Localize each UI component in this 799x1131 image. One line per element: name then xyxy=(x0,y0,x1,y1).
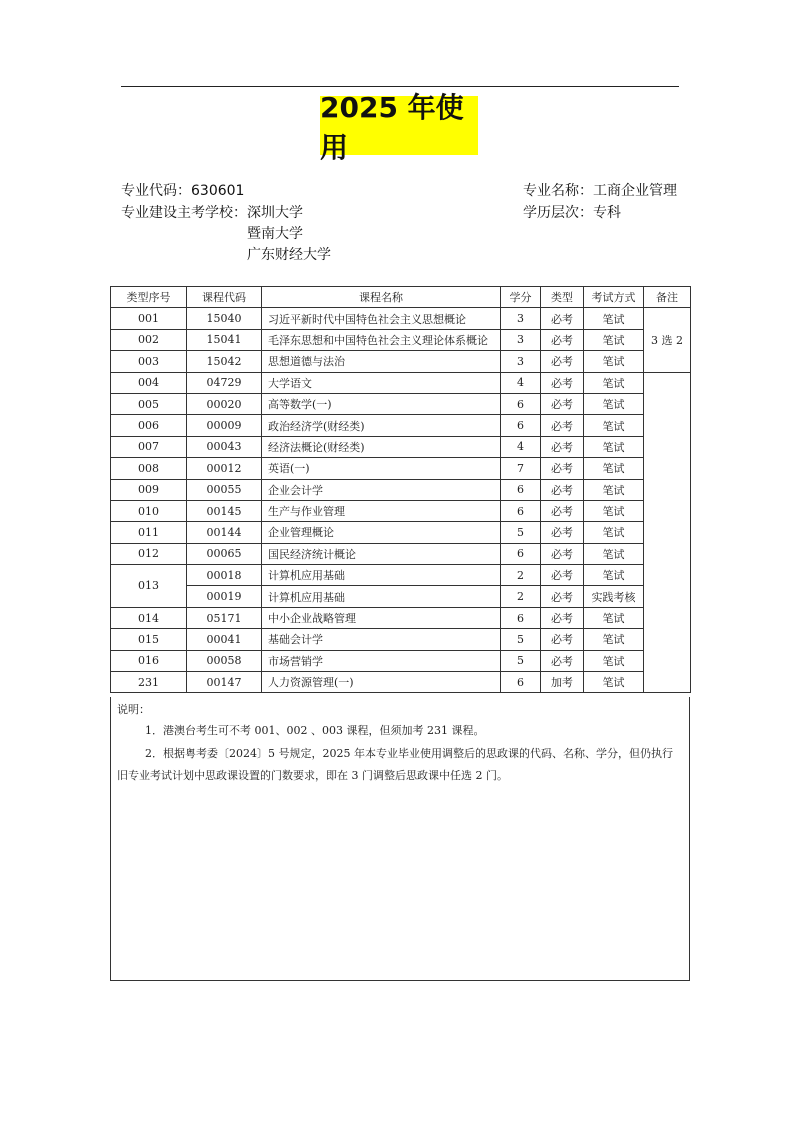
cell-name: 企业会计学 xyxy=(262,479,501,500)
cell-exam: 笔试 xyxy=(584,415,644,436)
cell-exam: 笔试 xyxy=(584,372,644,393)
cell-exam: 笔试 xyxy=(584,500,644,521)
table-row xyxy=(111,500,691,521)
cell-exam: 笔试 xyxy=(584,329,644,350)
major-name: 专业名称：工商企业管理 xyxy=(523,183,677,199)
cell-code: 00009 xyxy=(187,415,262,436)
cell-exam: 笔试 xyxy=(584,607,644,628)
cell-seq: 010 xyxy=(111,500,187,521)
cell-type: 必考 xyxy=(541,372,584,393)
cell-credit: 7 xyxy=(501,458,541,479)
school-label: 专业建设主考学校： xyxy=(121,205,247,221)
cell-seq: 013 xyxy=(111,565,187,608)
cell-code: 00020 xyxy=(187,393,262,414)
cell-code: 05171 xyxy=(187,607,262,628)
table-row xyxy=(111,522,691,543)
cell-seq: 231 xyxy=(111,672,187,693)
education-level: 学历层次：专科 xyxy=(523,205,621,221)
cell-seq: 016 xyxy=(111,650,187,671)
cell-seq: 009 xyxy=(111,479,187,500)
cell-seq: 002 xyxy=(111,329,187,350)
cell-name: 生产与作业管理 xyxy=(262,500,501,521)
header-type: 类型 xyxy=(541,287,584,308)
header-credit: 学分 xyxy=(501,287,541,308)
cell-credit: 3 xyxy=(501,329,541,350)
cell-exam: 笔试 xyxy=(584,522,644,543)
cell-credit: 3 xyxy=(501,351,541,372)
cell-seq: 014 xyxy=(111,607,187,628)
major-code: 专业代码：630601 xyxy=(121,183,245,199)
header-remark: 备注 xyxy=(644,287,691,308)
cell-credit: 6 xyxy=(501,393,541,414)
cell-exam: 笔试 xyxy=(584,629,644,650)
course-table xyxy=(110,286,691,693)
cell-name: 人力资源管理(一) xyxy=(262,672,501,693)
cell-credit: 6 xyxy=(501,479,541,500)
cell-type: 必考 xyxy=(541,500,584,521)
cell-code: 00018 xyxy=(187,565,262,586)
cell-type: 必考 xyxy=(541,629,584,650)
cell-type: 必考 xyxy=(541,479,584,500)
cell-type: 必考 xyxy=(541,415,584,436)
table-row xyxy=(111,458,691,479)
cell-type: 必考 xyxy=(541,393,584,414)
cell-code: 00012 xyxy=(187,458,262,479)
cell-code: 04729 xyxy=(187,372,262,393)
cell-exam: 笔试 xyxy=(584,479,644,500)
cell-name: 政治经济学(财经类) xyxy=(262,415,501,436)
cell-seq: 008 xyxy=(111,458,187,479)
cell-exam: 笔试 xyxy=(584,458,644,479)
cell-credit: 2 xyxy=(501,586,541,607)
cell-credit: 5 xyxy=(501,522,541,543)
cell-type: 加考 xyxy=(541,672,584,693)
cell-exam: 笔试 xyxy=(584,351,644,372)
cell-credit: 6 xyxy=(501,415,541,436)
cell-name: 市场营销学 xyxy=(262,650,501,671)
cell-code: 00055 xyxy=(187,479,262,500)
cell-type: 必考 xyxy=(541,650,584,671)
cell-credit: 3 xyxy=(501,308,541,329)
cell-name: 毛泽东思想和中国特色社会主义理论体系概论 xyxy=(262,329,501,350)
cell-type: 必考 xyxy=(541,458,584,479)
cell-exam: 笔试 xyxy=(584,543,644,564)
cell-code: 00065 xyxy=(187,543,262,564)
cell-seq: 003 xyxy=(111,351,187,372)
cell-credit: 5 xyxy=(501,629,541,650)
cell-remark-choice: 3 选 2 xyxy=(644,308,691,372)
cell-name: 英语(一) xyxy=(262,458,501,479)
table-row xyxy=(111,479,691,500)
school-3: 广东财经大学 xyxy=(247,247,331,263)
cell-type: 必考 xyxy=(541,329,584,350)
cell-name: 计算机应用基础 xyxy=(262,586,501,607)
cell-seq: 005 xyxy=(111,393,187,414)
cell-exam: 笔试 xyxy=(584,565,644,586)
cell-remark-empty xyxy=(644,372,691,693)
note-2: 2．根据粤考委〔2024〕5 号规定，2025 年本专业毕业使用调整后的思政课的代码、名称、学分，但仍执行旧专业考试计划中思政课设置的门数要求，即在 3 门调整后思政课中任选 2 门。 xyxy=(117,747,673,782)
cell-code: 00144 xyxy=(187,522,262,543)
cell-name: 习近平新时代中国特色社会主义思想概论 xyxy=(262,308,501,329)
cell-seq: 011 xyxy=(111,522,187,543)
cell-code: 15040 xyxy=(187,308,262,329)
cell-exam: 实践考核 xyxy=(584,586,644,607)
note-1: 1．港澳台考生可不考 001、002 、003 课程，但须加考 231 课程。 xyxy=(145,724,485,737)
header-exam: 考试方式 xyxy=(584,287,644,308)
cell-seq: 015 xyxy=(111,629,187,650)
cell-type: 必考 xyxy=(541,607,584,628)
cell-type: 必考 xyxy=(541,586,584,607)
table-row xyxy=(111,372,691,393)
header-name: 课程名称 xyxy=(262,287,501,308)
cell-credit: 6 xyxy=(501,543,541,564)
cell-type: 必考 xyxy=(541,351,584,372)
cell-exam: 笔试 xyxy=(584,436,644,457)
cell-credit: 6 xyxy=(501,500,541,521)
cell-name: 计算机应用基础 xyxy=(262,565,501,586)
notes-box xyxy=(110,697,690,981)
page-title: 2025 年使用 xyxy=(320,96,478,155)
cell-credit: 6 xyxy=(501,672,541,693)
cell-code: 00019 xyxy=(187,586,262,607)
header-code: 课程代码 xyxy=(187,287,262,308)
cell-code: 00058 xyxy=(187,650,262,671)
table-row xyxy=(111,607,691,628)
cell-name: 中小企业战略管理 xyxy=(262,607,501,628)
table-row xyxy=(111,415,691,436)
cell-seq: 007 xyxy=(111,436,187,457)
table-row xyxy=(111,308,691,329)
cell-name: 国民经济统计概论 xyxy=(262,543,501,564)
table-row xyxy=(111,650,691,671)
table-row xyxy=(111,565,691,586)
cell-seq: 012 xyxy=(111,543,187,564)
cell-exam: 笔试 xyxy=(584,393,644,414)
cell-credit: 6 xyxy=(501,607,541,628)
cell-name: 基础会计学 xyxy=(262,629,501,650)
cell-code: 15041 xyxy=(187,329,262,350)
cell-type: 必考 xyxy=(541,522,584,543)
table-row xyxy=(111,351,691,372)
cell-name: 高等数学(一) xyxy=(262,393,501,414)
cell-code: 00145 xyxy=(187,500,262,521)
table-row xyxy=(111,436,691,457)
cell-credit: 4 xyxy=(501,436,541,457)
cell-exam: 笔试 xyxy=(584,650,644,671)
cell-seq: 006 xyxy=(111,415,187,436)
cell-exam: 笔试 xyxy=(584,308,644,329)
table-row xyxy=(111,629,691,650)
cell-type: 必考 xyxy=(541,308,584,329)
cell-code: 00041 xyxy=(187,629,262,650)
cell-code: 00147 xyxy=(187,672,262,693)
table-row xyxy=(111,672,691,693)
header-seq: 类型序号 xyxy=(111,287,187,308)
cell-name: 企业管理概论 xyxy=(262,522,501,543)
cell-exam: 笔试 xyxy=(584,672,644,693)
school-1: 深圳大学 xyxy=(247,205,303,221)
cell-credit: 2 xyxy=(501,565,541,586)
cell-type: 必考 xyxy=(541,543,584,564)
school-2: 暨南大学 xyxy=(247,226,303,242)
cell-seq: 001 xyxy=(111,308,187,329)
table-header-row xyxy=(111,287,691,308)
cell-credit: 4 xyxy=(501,372,541,393)
cell-code: 15042 xyxy=(187,351,262,372)
notes-label: 说明： xyxy=(117,703,150,716)
table-row xyxy=(111,586,691,607)
table-row xyxy=(111,543,691,564)
cell-type: 必考 xyxy=(541,436,584,457)
cell-seq: 004 xyxy=(111,372,187,393)
cell-credit: 5 xyxy=(501,650,541,671)
cell-name: 思想道德与法治 xyxy=(262,351,501,372)
table-row xyxy=(111,329,691,350)
cell-code: 00043 xyxy=(187,436,262,457)
cell-name: 经济法概论(财经类) xyxy=(262,436,501,457)
cell-name: 大学语文 xyxy=(262,372,501,393)
cell-type: 必考 xyxy=(541,565,584,586)
table-row xyxy=(111,393,691,414)
